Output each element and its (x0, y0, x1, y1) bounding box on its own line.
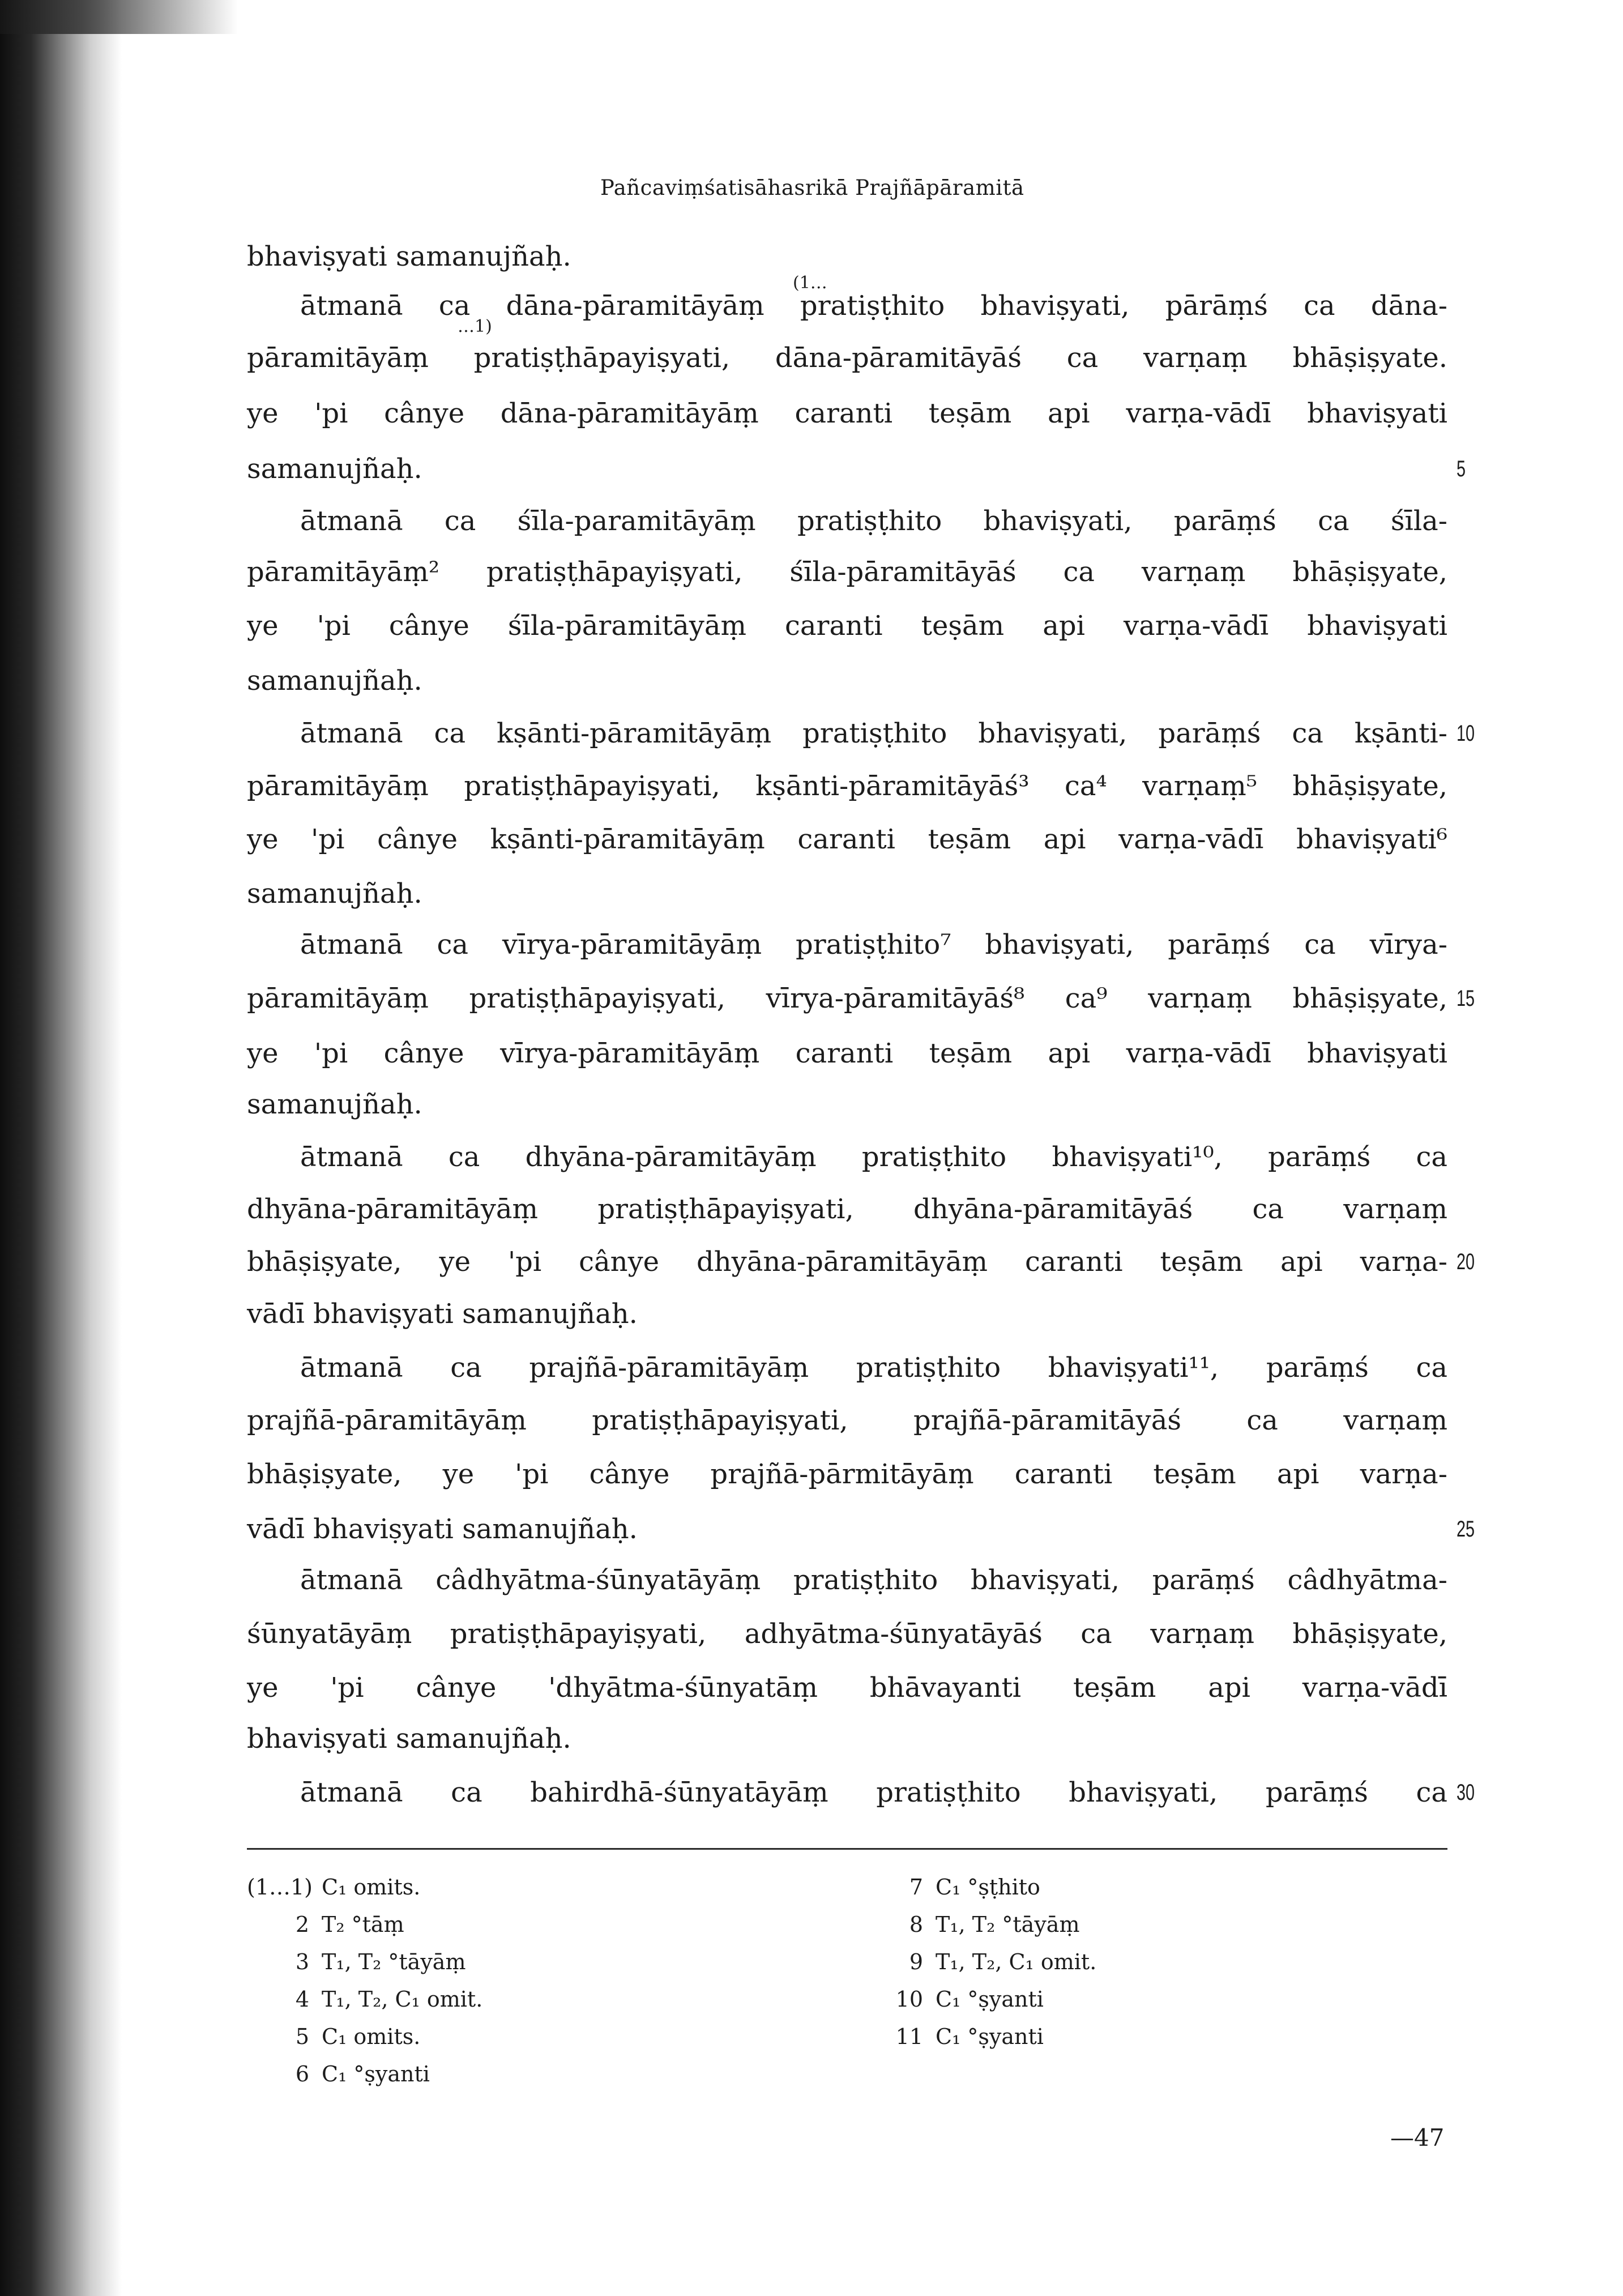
footnote-number: 9 (909, 1949, 923, 1974)
footnote-text: C₁ omits. (322, 1875, 421, 1900)
footnote-text: C₁ °ṣyanti (322, 2062, 430, 2086)
text-line: vādī bhaviṣyati samanujñaḥ. (247, 1513, 638, 1545)
text-line: ye 'pi cânye kṣānti-pāramitāyāṃ caranti teṣām api varṇa-vādī bhaviṣyati⁶ (247, 823, 1447, 855)
footnote-rule (247, 1848, 1447, 1850)
footnote (844, 1949, 1096, 1974)
text-line: ātmanā ca dhyāna-pāramitāyāṃ pratiṣṭhito bhaviṣyati¹⁰, parāṃś ca (300, 1141, 1447, 1173)
text-line: pāramitāyāṃ pratiṣṭhāpayiṣyati, vīrya-pāramitāyāś⁸ ca⁹ varṇaṃ bhāṣiṣyate, (247, 983, 1447, 1014)
text-line: ātmanā ca śīla-paramitāyāṃ pratiṣṭhito bhaviṣyati, parāṃś ca śīla- (300, 505, 1447, 537)
footnote (844, 1875, 1040, 1900)
footnote-number: 2 (295, 1912, 309, 1937)
line-number-15: 15 (1457, 986, 1475, 1011)
footnote-number: 4 (295, 1987, 309, 2012)
footnote-number: 11 (895, 2024, 923, 2049)
footnote (844, 1912, 1079, 1937)
footnote-number: 8 (909, 1912, 923, 1937)
text-line: ātmanā ca kṣānti-pāramitāyāṃ pratiṣṭhito bhaviṣyati, parāṃś ca kṣānti- (300, 718, 1447, 749)
text-line: bhaviṣyati samanujñaḥ. (247, 1723, 571, 1755)
text-line: ātmanā ca prajñā-pāramitāyāṃ pratiṣṭhito bhaviṣyati¹¹, parāṃś ca (300, 1352, 1447, 1384)
text-line: samanujñaḥ. (247, 453, 422, 485)
footnote-text: C₁ °ṣyanti (936, 1987, 1044, 2012)
footnote-text: T₁, T₂, C₁ omit. (936, 1949, 1097, 1974)
footnote-number: 3 (295, 1949, 309, 1974)
text-line: bhaviṣyati samanujñaḥ. (247, 241, 571, 272)
scan-edge-shadow-top (0, 0, 238, 34)
text-line: prajñā-pāramitāyāṃ pratiṣṭhāpayiṣyati, prajñā-pāramitāyāś ca varṇaṃ (247, 1405, 1447, 1436)
text-line: samanujñaḥ. (247, 878, 422, 910)
footnote (844, 2024, 1044, 2049)
text-line: pāramitāyāṃ² pratiṣṭhāpayiṣyati, śīla-pāramitāyāś ca varṇaṃ bhāṣiṣyate, (247, 556, 1447, 588)
text-line: śūnyatāyāṃ pratiṣṭhāpayiṣyati, adhyātma-śūnyatāyāś ca varṇaṃ bhāṣiṣyate, (247, 1618, 1447, 1650)
footnote (247, 2024, 420, 2049)
footnote-text: T₁, T₂ °tāyāṃ (936, 1912, 1080, 1937)
footnote-number: 7 (909, 1875, 923, 1900)
line-number-20: 20 (1457, 1249, 1475, 1274)
text-line: vādī bhaviṣyati samanujñaḥ. (247, 1298, 638, 1330)
footnote-number: 10 (895, 1987, 923, 2012)
running-head: Pañcaviṃśatisāhasrikā Prajñāpāramitā (600, 176, 1024, 200)
text-line: ātmanā câdhyātma-śūnyatāyāṃ pratiṣṭhito bhaviṣyati, parāṃś câdhyātma- (300, 1564, 1447, 1596)
text-line: ye 'pi cânye vīrya-pāramitāyāṃ caranti teṣām api varṇa-vādī bhaviṣyati (247, 1038, 1447, 1069)
text-line: samanujñaḥ. (247, 1089, 422, 1120)
footnote (247, 2062, 430, 2086)
page-number: —47 (1390, 2124, 1445, 2152)
footnote (247, 1912, 404, 1937)
text-line: bhāṣiṣyate, ye 'pi cânye prajñā-pārmitāyāṃ caranti teṣām api varṇa- (247, 1458, 1447, 1490)
text-line: ātmanā ca bahirdhā-śūnyatāyāṃ pratiṣṭhito bhaviṣyati, parāṃś ca (300, 1777, 1447, 1808)
text-line: ātmanā ca vīrya-pāramitāyāṃ pratiṣṭhito⁷ bhaviṣyati, parāṃś ca vīrya- (300, 929, 1447, 961)
footnote (844, 1987, 1044, 2012)
scan-edge-shadow (0, 0, 125, 2296)
footnote (247, 1949, 465, 1974)
omission-start-marker: (1… (793, 273, 827, 293)
footnote-text: T₁, T₂ °tāyāṃ (322, 1949, 466, 1974)
text-line: ye 'pi cânye śīla-pāramitāyāṃ caranti teṣām api varṇa-vādī bhaviṣyati (247, 610, 1447, 642)
line-number-30: 30 (1457, 1780, 1475, 1805)
footnote-number: 5 (295, 2024, 309, 2049)
footnote-text: C₁ °ṣṭhito (936, 1875, 1040, 1900)
footnote-number: (1…1) (247, 1875, 313, 1900)
footnote-text: C₁ omits. (322, 2024, 421, 2049)
line-number-25: 25 (1457, 1517, 1475, 1542)
text-line: bhāṣiṣyate, ye 'pi cânye dhyāna-pāramitāyāṃ caranti teṣām api varṇa- (247, 1246, 1447, 1278)
text-line: dhyāna-pāramitāyāṃ pratiṣṭhāpayiṣyati, dhyāna-pāramitāyāś ca varṇaṃ (247, 1193, 1447, 1225)
footnote (247, 1875, 420, 1900)
footnote-text: C₁ °ṣyanti (936, 2024, 1044, 2049)
footnote-text: T₂ °tāṃ (322, 1912, 404, 1937)
text-line: ye 'pi cânye 'dhyātma-śūnyatāṃ bhāvayanti teṣām api varṇa-vādī (247, 1672, 1447, 1704)
text-line: pāramitāyāṃ pratiṣṭhāpayiṣyati, kṣānti-pāramitāyāś³ ca⁴ varṇaṃ⁵ bhāṣiṣyate, (247, 770, 1447, 802)
text-line: ātmanā ca dāna-pāramitāyāṃ pratiṣṭhito bhaviṣyati, pārāṃś ca dāna- (300, 290, 1447, 322)
text-line: pāramitāyāṃ pratiṣṭhāpayiṣyati, dāna-pāramitāyāś ca varṇaṃ bhāṣiṣyate. (247, 342, 1447, 374)
text-line: ye 'pi cânye dāna-pāramitāyāṃ caranti teṣām api varṇa-vādī bhaviṣyati (247, 398, 1447, 429)
line-number-10: 10 (1457, 721, 1475, 746)
omission-end-marker: …1) (458, 317, 492, 336)
footnote-text: T₁, T₂, C₁ omit. (322, 1987, 483, 2012)
footnote (247, 1987, 482, 2012)
text-line: samanujñaḥ. (247, 665, 422, 697)
line-number-5: 5 (1457, 456, 1466, 481)
footnote-number: 6 (295, 2062, 309, 2086)
